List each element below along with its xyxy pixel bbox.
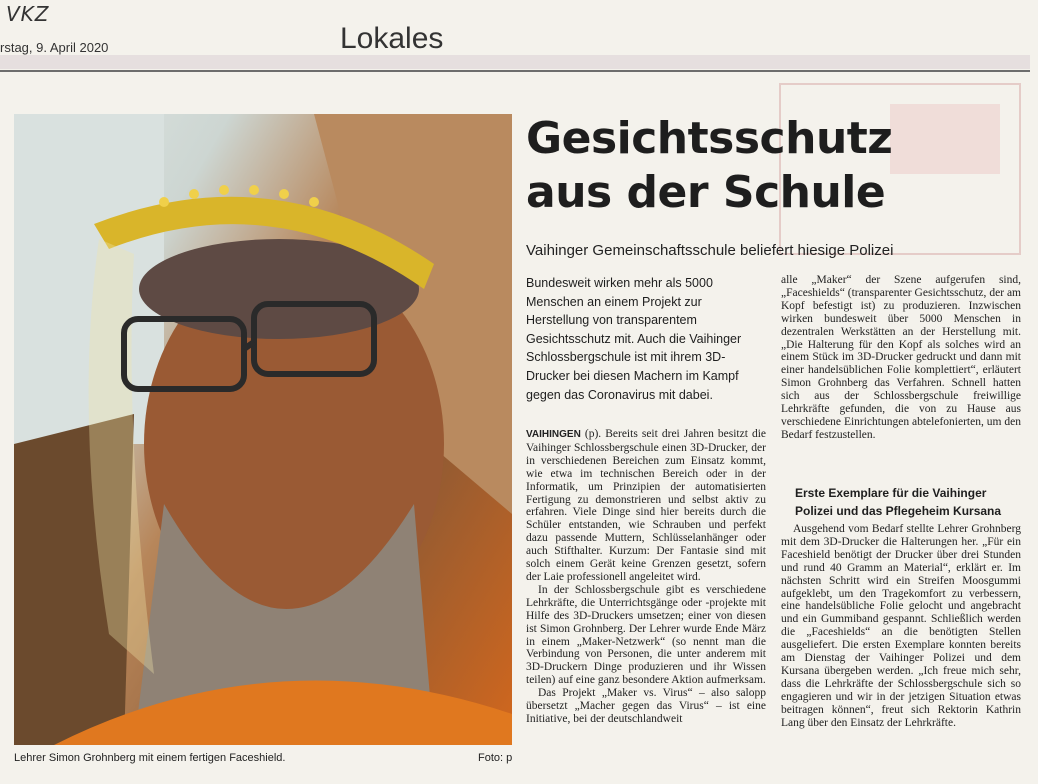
text-column-2 (781, 274, 1021, 442)
article-headline (526, 112, 946, 220)
photo-credit: Foto: p (478, 752, 513, 764)
article-photo (14, 114, 512, 745)
headline-line-1: Gesichtsschutz (526, 113, 893, 164)
bleed-through-strip (0, 55, 1030, 69)
photo-caption: Lehrer Simon Grohnberg mit einem fertigen Faceshield. (14, 752, 286, 764)
paragraph (526, 428, 766, 584)
handwritten-note: VKZ (6, 2, 50, 26)
issue-date: rstag, 9. April 2020 (0, 40, 109, 55)
header-rule (0, 70, 1030, 72)
paragraph: Das Projekt „Maker vs. Virus“ – also salopp übersetzt „Macher gegen das Virus“ – ist eine Initiative, bei der deutschlandweit (526, 687, 766, 725)
text-column-3 (781, 523, 1021, 730)
paragraph: In der Schlossbergschule gibt es verschiedene Lehrkräfte, die Unterrichtsgänge oder -projekte mit Hilfe des 3D-Druckers umsetzen; einer von diesen ist Simon Grohnberg. Der Lehrer wurde Ende März in einem „Maker-Netzwerk“ (so nennt man die Verbindung von Personen, die unter anderem mit 3D-Druckern Dinge produzieren und ihr Wissen teilen) auf eine ganz besondere Aktion aufmerksam. (526, 583, 766, 687)
article-lead: Bundesweit wirken mehr als 5000 Menschen an einem Projekt zur Herstellung von transparentem Gesichtsschutz mit. Auch die Vaihinger Schlossbergschule ist mit ihrem 3D-Drucker bei diesen Machern im Kampf gegen das Coronavirus mit dabei. (526, 276, 742, 402)
dateline: VAIHINGEN (526, 429, 581, 440)
paragraph: alle „Maker“ der Szene aufgerufen sind, „Faceshields“ (transparenter Gesichtsschutz, der am Kopf befestigt ist) zu produzieren. Inzwischen wirken bundesweit über 5000 Menschen in dezentralen Werkstätten an der Herstellung mit. „Die Halterung für den Kopf als solches wird an einem Stück im 3D-Drucker gedruckt und dann mit einer handelsüblichen Folie komplettiert“, erläutert Simon Grohnberg das Verfahren. Schnell hatten sich aus der Schlossbergschule freiwillige Lehrkräfte gefunden, die von zu Hause aus verschiedene Einrichtungen abtelefonierten, um den Bedarf festzustellen. (781, 274, 1021, 441)
section-title: Lokales (340, 22, 444, 55)
article-subhead: Vaihinger Gemeinschaftsschule beliefert hiesige Polizei (526, 242, 894, 259)
photo-illustration (14, 114, 512, 745)
paragraph: Ausgehend vom Bedarf stellte Lehrer Grohnberg mit dem 3D-Drucker die Halterungen her. „Für ein Faceshield benötigt der Drucker über drei Stunden und rund 40 Gramm an Material“, erklärt er. Im nächsten Schritt wird ein Streifen Moosgummi aufgeklebt, um den Tragekomfort zu verbessern, eine handelsübliche Folie gelocht und angebracht und ein Gummiband gespannt. Schließlich werden die „Faceshields“ an die benötigten Stellen ausgeliefert. Die ersten Exemplare konnten bereits am Dienstag der Vaihinger Polizei und dem Kursana übergeben werden. „Ich freue mich sehr, dass die Lehrkräfte der Schlossbergschule sich so engagieren und wir in der jetzigen Situation etwas beitragen können“, freut sich Rektorin Kathrin Lang über den Einsatz der Lehrkräfte. (781, 523, 1021, 729)
text-column-1 (526, 428, 766, 726)
intermediate-heading: Erste Exemplare für die Vaihinger Polizei und das Pflegeheim Kursana (795, 486, 1002, 518)
paragraph-text: (p). Bereits seit drei Jahren besitzt die Vaihinger Schlossbergschule einen 3D-Drucker, der in verschiedenen Bereichen zum Einsatz kommt, wie etwa im technischen Bereich oder in der Informatik, um Prinzipien der automatisierten Fertigung zu demonstrieren und selbst aktiv zu erfahren. Viele Dinge sind hier bereits durch die Schüler entstanden, wie Schrauben und perfekt dazu passende Muttern, Schlüsselanhänger oder auch Stifthalter. Kurzum: Der Fantasie sind mit solch einem Gerät keine Grenzen gesetzt, sofern der Laie professionell angeleitet wird. (526, 428, 766, 583)
headline-line-2: aus der Schule (526, 167, 886, 218)
